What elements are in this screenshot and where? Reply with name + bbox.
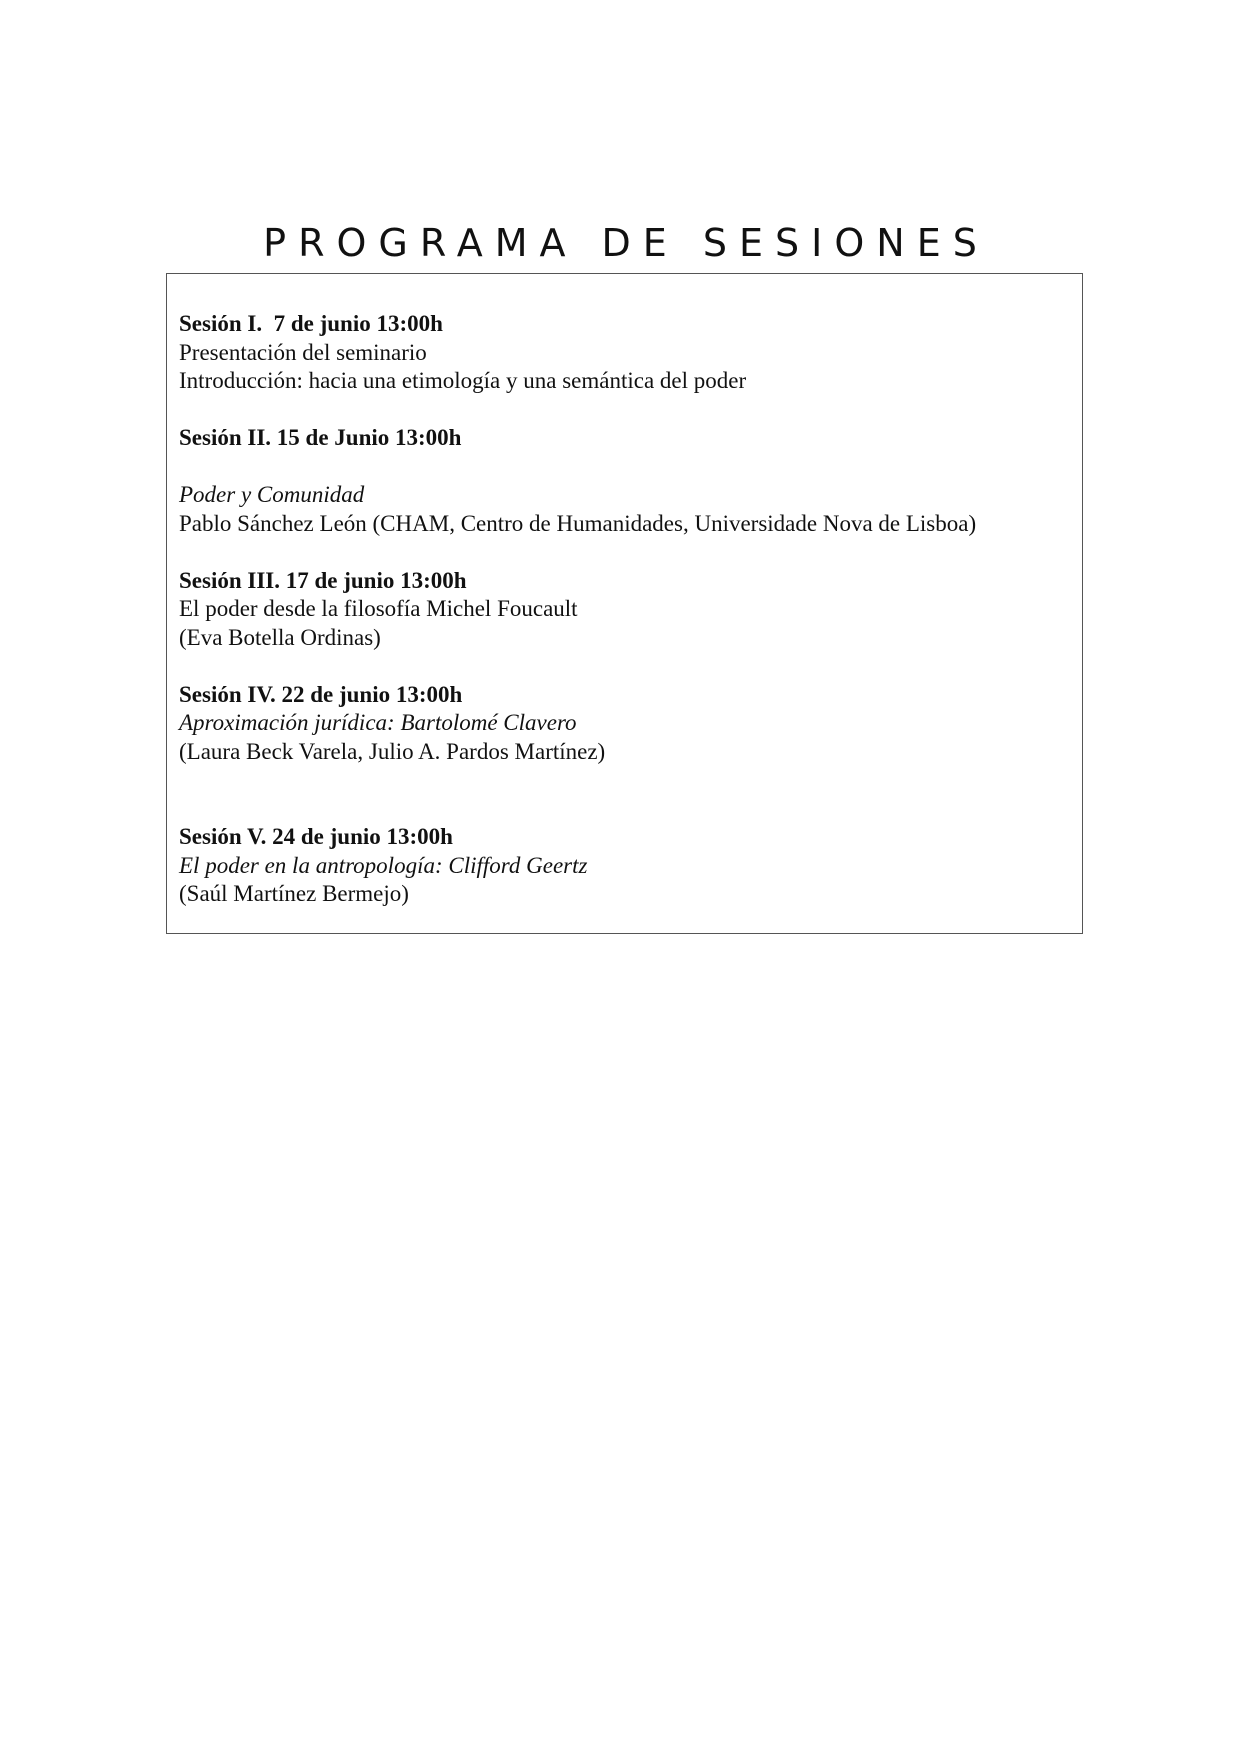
session-3: [179, 567, 1070, 653]
session-topic: El poder en la antropología: Clifford Geertz: [179, 852, 588, 878]
session-topic: Aproximación jurídica: Bartolomé Clavero: [179, 710, 577, 735]
session-speaker: (Saúl Martínez Bermejo): [179, 881, 409, 906]
spacer: [179, 652, 1070, 681]
spacer: [179, 396, 1070, 425]
spacer: [179, 766, 1070, 795]
session-4: [179, 681, 1070, 795]
session-title: Sesión III. 17 de junio 13:00h: [179, 567, 467, 593]
session-speaker: (Laura Beck Varela, Julio A. Pardos Martínez): [179, 738, 606, 764]
session-5: [179, 823, 1070, 909]
session-line: Presentación del seminario: [179, 339, 427, 365]
session-2: [179, 424, 1070, 538]
session-title: Sesión I. 7 de junio 13:00h: [179, 311, 443, 336]
spacer: [179, 795, 1070, 824]
session-topic: El poder desde la filosofía Michel Foucault: [179, 596, 578, 621]
session-title: Sesión IV. 22 de junio 13:00h: [179, 681, 463, 707]
spacer: [179, 538, 1070, 567]
session-topic: Poder y Comunidad: [179, 482, 365, 507]
session-line: Introducción: hacia una etimología y una semántica del poder: [179, 368, 747, 393]
session-title: Sesión V. 24 de junio 13:00h: [179, 824, 453, 849]
spacer: [179, 453, 1070, 482]
session-1: [179, 310, 1070, 396]
session-title: Sesión II. 15 de Junio 13:00h: [179, 425, 462, 450]
page-title: PROGRAMA DE SESIONES: [263, 221, 989, 265]
sessions-box: [166, 273, 1083, 934]
session-speaker: Pablo Sánchez León (CHAM, Centro de Humanidades, Universidade Nova de Lisboa): [179, 510, 977, 536]
session-speaker: (Eva Botella Ordinas): [179, 624, 381, 650]
